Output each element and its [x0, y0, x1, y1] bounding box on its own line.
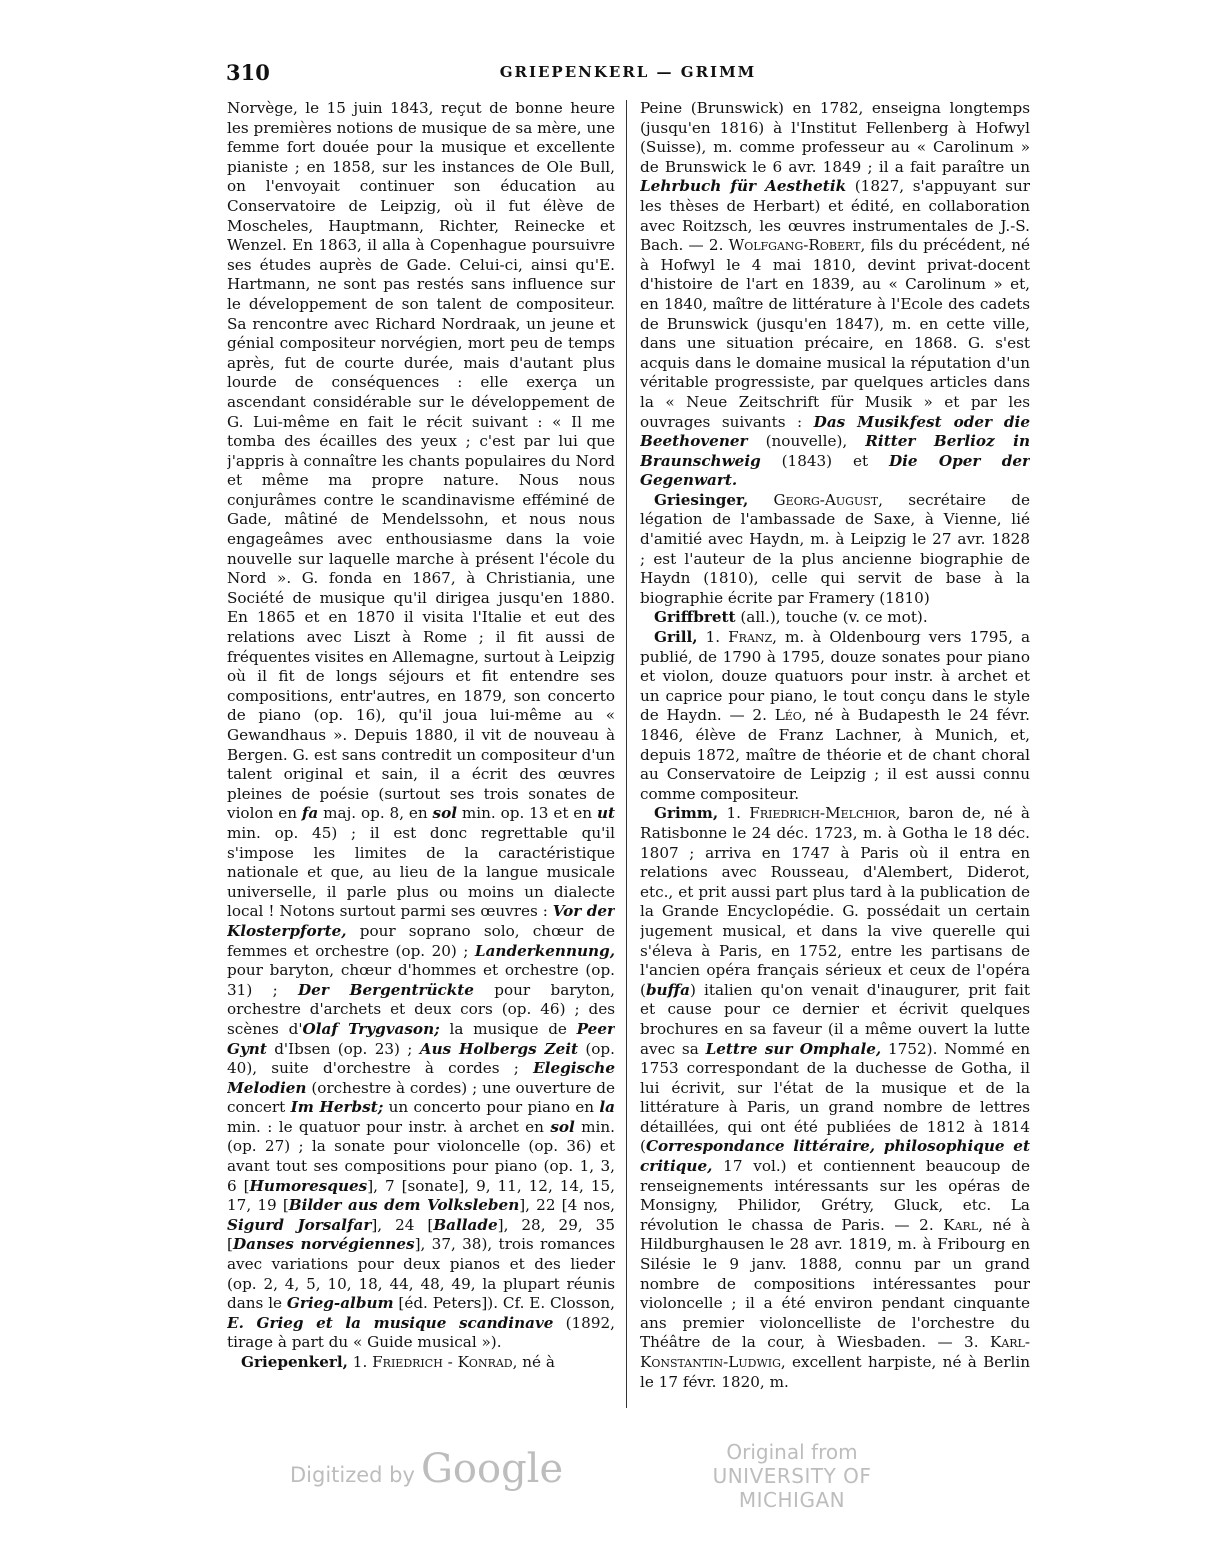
- text-run: 1.: [347, 1353, 373, 1371]
- person-name: Friedrich - Konrad: [372, 1353, 513, 1371]
- text-run: (1892, tirage à part du « Guide musical »).: [227, 1313, 615, 1352]
- person-name: Georg-August: [773, 490, 879, 509]
- italic-title: Landerkennung,: [474, 941, 615, 960]
- digitized-by-watermark: [290, 1446, 563, 1492]
- entry-headword: Grill,: [654, 628, 698, 647]
- text-run: 1.: [718, 804, 750, 823]
- italic-title: Lettre sur Omphale,: [705, 1039, 882, 1058]
- column-divider: [626, 100, 627, 1408]
- italic-title: Elegische Melodien: [227, 1059, 615, 1097]
- italic-title: sol: [432, 804, 457, 823]
- university-label: UNIVERSITY OF MICHIGAN: [712, 1464, 872, 1512]
- text-run: ) italien qu'on venait d'inaugurer, prit fait et cause pour ce dernier et écrivit quelques brochures en sa faveur (il a même ouvert la lutte avec sa: [640, 980, 1030, 1058]
- text-run: ], 7 [sonate], 9, 11, 12, 14, 15, 17, 19 [: [227, 1176, 615, 1215]
- italic-title: Die Oper der Gegenwart.: [640, 451, 1030, 490]
- italic-title: E. Grieg et la musique scandinave: [227, 1313, 554, 1332]
- text-run: ], 24 [: [371, 1215, 434, 1234]
- italic-title: Danses norvégiennes: [232, 1235, 415, 1254]
- text-run: ], 22 [4 nos,: [519, 1196, 615, 1215]
- text-run: 1.: [697, 628, 729, 647]
- paragraph: [640, 99, 1030, 491]
- dictionary-entry: [227, 1353, 615, 1373]
- page-header: [226, 60, 1030, 92]
- text-run: min. op. 45) ; il est donc regrettable qu'il s'impose les limites de la caractéristique nationale et que, au lieu de la langue musicale universelle, il parle plus ou moins un dialecte local ! Notons surtout parmi ses œuvres :: [227, 823, 615, 921]
- italic-title: fa: [301, 804, 319, 823]
- person-name: Karl-Konstantin-Ludwig: [640, 1333, 1030, 1371]
- text-run: (orchestre à cordes) ; une ouverture de concert: [227, 1078, 615, 1117]
- paragraph: [227, 99, 615, 1353]
- italic-title: Das Musikfest oder die Beethovener: [640, 412, 1030, 451]
- text-run: (op. 40), suite d'orchestre à cordes ;: [227, 1039, 615, 1078]
- page-number: 310: [226, 60, 270, 85]
- entry-headword: Griepenkerl,: [241, 1353, 348, 1371]
- left-column: [227, 99, 615, 1409]
- text-run: la musique de: [439, 1019, 577, 1038]
- text-run: ], 28, 29, 35 [: [227, 1215, 615, 1254]
- italic-title: Olaf Trygvason;: [302, 1019, 440, 1038]
- dictionary-entry: [640, 608, 1030, 628]
- italic-title: la: [599, 1098, 615, 1117]
- text-run: Norvège, le 15 juin 1843, reçut de bonne heure les premières notions de musique de sa mère, une femme fort douée pour la musique et excellente pianiste ; en 1858, sur les instances de Ole Bull, on l'envoyait continuer son éducation au Conservatoire de Leipzig, où il fut élève de Moscheles, Hauptmann, Richter, Reinecke et Wenzel. En 1863, il alla à Copenhague poursuivre ses études auprès de Gade. Celui-ci, ainsi qu'E. Hartmann, ne sont pas restés sans influence sur le développement de son talent de compositeur. Sa rencontre avec Richard Nordraak, un jeune et génial compositeur norvégien, mort peu de temps après, fut de courte durée, mais d'autant plus lourde de conséquences : elle exerça un ascendant considérable sur le développement de G. Lui-même en fait le récit suivant : « Il me tomba des écailles des yeux ; c'est par lui que j'appris à connaître les chants populaires du Nord et même ma propre nature. Nous nous conjurâmes contre le scandinavisme efféminé de Gade, mâtiné de Mendelssohn, et nous nous engageâmes avec enthousiasme dans la voie nouvelle sur laquelle marche à présent l'école du Nord ». G. fonda en 1867, à Christiania, une Société de musique qu'il dirigea jusqu'en 1880. En 1865 et en 1870 il visita l'Italie et eut des relations avec Liszt à Rome ; il fit aussi de fréquentes visites en Allemagne, surtout à Leipzig où il fit de longs séjours et fit entendre ses compositions, entr'autres, en 1879, son concerto de piano (op. 16), qu'il joua lui-même au « Gewandhaus ». Depuis 1880, il vit de nouveau à Bergen. G. est sans contredit un compositeur d'un talent original et sain, il a écrit des œuvres pleines de poésie (surtout ses trois sonates de violon en: [227, 99, 615, 823]
- text-run: d'Ibsen (op. 23) ;: [266, 1039, 420, 1058]
- text-run: min. op. 13 et en: [456, 804, 597, 823]
- text-run: pour soprano solo, chœur de femmes et orchestre (op. 20) ;: [227, 921, 615, 960]
- text-run: , né à Hildburghausen le 28 avr. 1819, m. à Fribourg en Silésie le 9 janv. 1888, connu par un grand nombre de compositions intéressantes pour violoncelle ; il a été environ pendant cinquante ans premier violoncelliste de l'orchestre du Théâtre de la cour, à Wiesbaden. — 3.: [640, 1215, 1030, 1352]
- text-run: 1752). Nommé en 1753 correspondant de la duchesse de Gotha, il lui écrivit, sur l'état de la musique et de la littérature à Paris, un grand nombre de lettres détaillées, qui ont été publiées de 1812 à 1814 (: [640, 1039, 1030, 1156]
- person-name: Franz: [728, 628, 773, 647]
- text-run: (nouvelle),: [747, 432, 866, 451]
- italic-title: Peer Gynt: [227, 1019, 615, 1058]
- digitized-by-label: Digitized by: [290, 1463, 415, 1487]
- dictionary-entry: [640, 628, 1030, 804]
- text-run: (1843) et: [760, 451, 889, 470]
- text-run: [748, 491, 773, 509]
- text-run: , fils du précédent, né à Hofwyl le 4 mai 1810, devint privat-docent d'histoire de l'art en 1839, au « Carolinum » et, en 1840, maître de littérature à l'Ecole des cadets de Brunswick (jusqu'en 1847), m. en cette ville, dans une situation précaire, en 1868. G. s'est acquis dans le domaine musical la réputation d'un véritable progressiste, par quelques articles dans la « Neue Zeitschrift für Musik » et par les ouvrages suivants :: [640, 236, 1030, 431]
- italic-title: Lehrbuch für Aesthetik: [640, 177, 847, 196]
- person-name: Wolfgang-Robert: [728, 236, 861, 255]
- right-column: [640, 99, 1030, 1409]
- original-from-watermark: [668, 1440, 916, 1512]
- original-from-label: Original from: [726, 1440, 858, 1464]
- text-run: min. (op. 27) ; la sonate pour violoncelle (op. 36) et avant tout ses compositions pour piano (op. 1, 3, 6 [: [227, 1117, 615, 1195]
- person-name: Karl: [943, 1215, 979, 1234]
- text-run: maj. op. 8, en: [318, 804, 433, 823]
- italic-title: Ritter Berlioz in Braunschweig: [640, 432, 1030, 470]
- text-run: , secrétaire de légation de l'ambassade de Saxe, à Vienne, lié d'amitié avec Haydn, m. à Leipzig le 27 avr. 1828 ; est l'auteur de la plus ancienne biographie de Haydn (1810), celle qui servit de base à la biographie écrite par Framery (1810): [640, 490, 1030, 607]
- text-run: (1827, s'appuyant sur les thèses de Herbart) et édité, en collaboration avec Roitzsch, les œuvres instrumentales de J.-S. Bach. — 2.: [640, 177, 1030, 255]
- text-run: , excellent harpiste, né à Berlin le 17 févr. 1820, m.: [640, 1353, 1030, 1391]
- text-run: un concerto pour piano en: [383, 1098, 600, 1117]
- italic-title: Bilder aus dem Volksleben: [288, 1196, 520, 1215]
- italic-title: buffa: [645, 980, 691, 999]
- text-run: ], 37, 38), trois romances avec variations pour deux pianos et des lieder (op. 2, 4, 5, 10, 18, 44, 48, 49, la plupart réunis dans le: [227, 1235, 615, 1313]
- person-name: Léo: [774, 706, 802, 725]
- text-run: pour baryton, orchestre d'archets et deux cors (op. 46) ; des scènes d': [227, 980, 615, 1038]
- person-name: Friedrich-Melchior: [749, 804, 896, 823]
- italic-title: sol: [550, 1117, 575, 1136]
- google-logo: Google: [420, 1446, 564, 1492]
- dictionary-entry: [640, 804, 1030, 1392]
- text-run: min. : le quatuor pour instr. à archet en: [227, 1117, 551, 1136]
- italic-title: Im Herbst;: [290, 1098, 384, 1117]
- footer: [0, 1438, 1207, 1512]
- italic-title: Humoresques: [249, 1176, 368, 1195]
- italic-title: Sigurd Jorsalfar: [227, 1215, 372, 1234]
- text-run: (all.), touche (v. ce mot).: [735, 608, 928, 627]
- entry-headword: Griesinger,: [654, 490, 749, 509]
- text-run: , m. à Oldenbourg vers 1795, a publié, de 1790 à 1795, douze sonates pour piano et violon, douze quatuors pour instr. à archet et un caprice pour piano, le tout conçu dans le style de Haydn. — 2.: [640, 628, 1030, 725]
- text-run: [éd. Peters]). Cf. E. Closson,: [393, 1294, 615, 1313]
- text-run: , né à Budapesth le 24 févr. 1846, élève de Franz Lachner, à Munich, et, depuis 1872, maître de théorie et de chant choral au Conservatoire de Leipzig ; il est aussi connu comme compositeur.: [640, 706, 1030, 803]
- text-run: , né à: [512, 1353, 555, 1371]
- italic-title: Vor der Klosterpforte,: [227, 902, 615, 940]
- entry-headword: Grimm,: [654, 804, 719, 823]
- italic-title: ut: [596, 804, 615, 823]
- running-title: GRIEPENKERL — GRIMM: [499, 63, 757, 81]
- text-run: Peine (Brunswick) en 1782, enseigna longtemps (jusqu'en 1816) à l'Institut Fellenberg à Hofwyl (Suisse), m. comme professeur au « Carolinum » de Brunswick le 6 avr. 1849 ; il a fait paraître un: [640, 99, 1030, 176]
- text-run: 17 vol.) et contiennent beaucoup de renseignements intéressants sur les opéras de Monsigny, Philidor, Grétry, Gluck, etc. La révolution le chassa de Paris. — 2.: [640, 1157, 1030, 1234]
- dictionary-entry: [640, 491, 1030, 609]
- text-run: , baron de, né à Ratisbonne le 24 déc. 1723, m. à Gotha le 18 déc. 1807 ; arriva en 1747 à Paris où il entra en relations avec Rousseau, d'Alembert, Diderot, etc., et prit aussi part plus tard à la publication de la Grande Encyclopédie. G. possédait un certain jugement musical, et dans la vive querelle qui s'éleva à Paris, en 1752, entre les partisans de l'ancien opéra français sérieux et ceux de l'opéra (: [640, 804, 1030, 999]
- italic-title: Aus Holbergs Zeit: [419, 1039, 579, 1058]
- italic-title: Correspondance littéraire, philosophique et critique,: [640, 1137, 1030, 1176]
- italic-title: Grieg-album: [286, 1294, 394, 1313]
- italic-title: Der Bergentrückte: [298, 980, 474, 999]
- entry-headword: Griffbrett: [654, 608, 736, 627]
- italic-title: Ballade: [433, 1215, 498, 1234]
- text-run: pour baryton, chœur d'hommes et orchestre (op. 31) ;: [227, 961, 615, 999]
